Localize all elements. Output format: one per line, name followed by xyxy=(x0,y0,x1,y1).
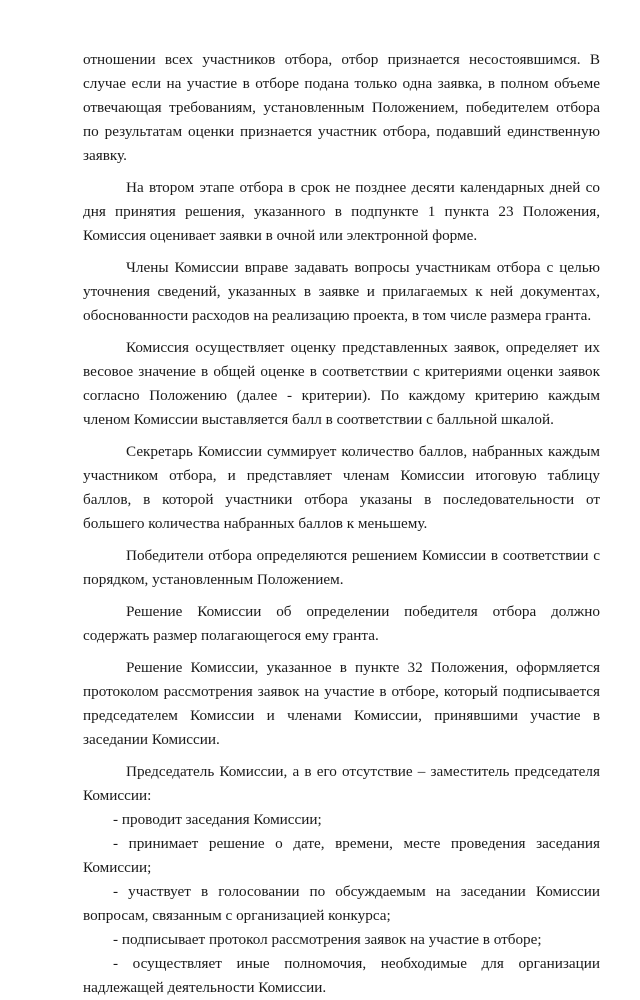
paragraph-1: отношении всех участников отбора, отбор признается несостоявшимся. В случае если на участие в отборе подана только одна заявка, в полном объеме отвечающая требованиям, установленным Положением, победителем отбора по результатам оценки признается участник отбора, подавший единственную заявку. xyxy=(83,51,600,164)
paragraph-2: На втором этапе отбора в срок не позднее десяти календарных дней со дня принятия решения, указанного в подпункте 1 пункта 23 Положения, Комиссия оценивает заявки в очной или электронной форме. xyxy=(83,179,600,244)
paragraph-4: Комиссия осуществляет оценку представленных заявок, определяет их весовое значение в общей оценке в соответствии с критериями оценки заявок согласно Положению (далее - критерии). По каждому критерию каждым членом Комиссии выставляется балл в соответствии с балльной шкалой. xyxy=(83,339,600,428)
list-item: - проводит заседания Комиссии; xyxy=(113,811,322,828)
paragraph-8: Решение Комиссии, указанное в пункте 32 Положения, оформляется протоколом рассмотрения заявок на участие в отборе, который подписывается председателем Комиссии и членами Комиссии, принявшими участие в заседании Комиссии. xyxy=(83,659,600,748)
paragraph-5: Секретарь Комиссии суммирует количество баллов, набранных каждым участником отбора, и представляет членам Комиссии итоговую таблицу баллов, в которой участники отбора указаны в последовательности от большего количества набранных баллов к меньшему. xyxy=(83,443,600,532)
paragraph-6: Победители отбора определяются решением Комиссии в соответствии с порядком, установленным Положением. xyxy=(83,547,600,588)
list-item: - осуществляет иные полномочия, необходимые для организации надлежащей деятельности Комиссии. xyxy=(83,955,600,996)
list-item: - подписывает протокол рассмотрения заявок на участие в отборе; xyxy=(113,931,542,948)
paragraph-9: Председатель Комиссии, а в его отсутствие – заместитель председателя Комиссии: xyxy=(83,763,600,804)
list-item: - участвует в голосовании по обсуждаемым на заседании Комиссии вопросам, связанным с организацией конкурса; xyxy=(83,883,600,924)
paragraph-3: Члены Комиссии вправе задавать вопросы участникам отбора с целью уточнения сведений, указанных в заявке и прилагаемых к ней документах, обоснованности расходов на реализацию проекта, в том числе размера гранта. xyxy=(83,259,600,324)
paragraph-7: Решение Комиссии об определении победителя отбора должно содержать размер полагающегося ему гранта. xyxy=(83,603,600,644)
list-item: - принимает решение о дате, времени, месте проведения заседания Комиссии; xyxy=(83,835,600,876)
